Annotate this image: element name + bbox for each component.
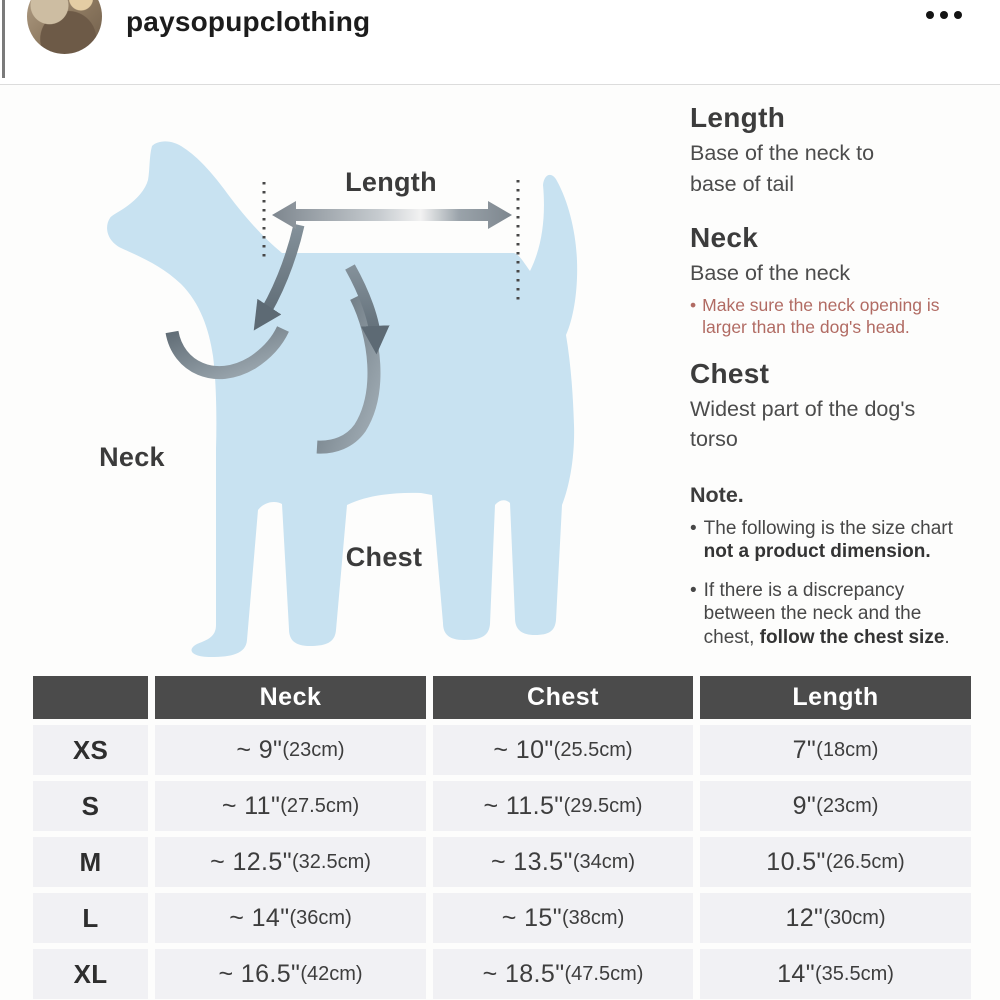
note-item (690, 517, 992, 564)
col-header-chest: Chest (433, 676, 693, 719)
username[interactable]: paysopupclothing (126, 6, 371, 37)
note-item (690, 579, 992, 650)
measurement-guide (690, 101, 992, 649)
more-options-icon[interactable] (926, 11, 966, 21)
size-chart-table (33, 676, 971, 999)
row-s-length: 9" (23cm) (700, 781, 971, 831)
neck-warning (690, 294, 958, 338)
col-header-neck: Neck (155, 676, 426, 719)
guide-chest-title: Chest (690, 357, 770, 389)
row-l-neck: ~ 14" (36cm) (155, 893, 426, 943)
note-item-text: The following is the size chart (703, 517, 953, 539)
row-xs-neck: ~ 9" (23cm) (155, 725, 426, 775)
neck-warning-text: Make sure the neck opening is larger than the dog's head. (702, 294, 940, 337)
diagram-neck-label: Neck (99, 442, 165, 472)
diagram-length-label: Length (345, 167, 437, 197)
left-edge-artifact (2, 0, 5, 78)
post-image (0, 85, 1000, 1000)
row-xl-size: XL (33, 949, 148, 999)
bullet: • (690, 579, 697, 601)
note-item-text: If there is a discrepancy between the neck and the chest, (703, 579, 922, 648)
col-header-size (33, 676, 148, 719)
guide-section-length (690, 101, 992, 199)
bullet: • (690, 517, 697, 539)
guide-note (690, 482, 992, 650)
avatar[interactable] (27, 0, 102, 54)
guide-length-desc: Base of the neck to base of tail (690, 141, 875, 196)
post-header (0, 0, 1000, 84)
note-item-bold: not a product dimension. (703, 541, 931, 562)
row-xl-length: 14" (35.5cm) (700, 949, 971, 999)
row-s-size: S (33, 781, 148, 831)
col-header-length: Length (700, 676, 971, 719)
guide-neck-desc: Base of the neck (690, 261, 851, 285)
guide-section-neck (690, 221, 992, 338)
guide-length-title: Length (690, 102, 786, 133)
diagram-chest-label: Chest (345, 542, 423, 572)
row-m-chest: ~ 13.5" (34cm) (433, 837, 693, 887)
bullet: • (690, 294, 697, 315)
row-xl-chest: ~ 18.5" (47.5cm) (433, 949, 693, 999)
row-m-size: M (33, 837, 148, 887)
row-s-chest: ~ 11.5" (29.5cm) (433, 781, 693, 831)
row-xs-chest: ~ 10" (25.5cm) (433, 725, 693, 775)
note-title: Note. (690, 482, 744, 507)
row-l-length: 12" (30cm) (700, 893, 971, 943)
guide-section-chest (690, 357, 992, 455)
row-l-size: L (33, 893, 148, 943)
row-m-length: 10.5" (26.5cm) (700, 837, 971, 887)
length-arrow (272, 201, 512, 229)
row-xs-length: 7" (18cm) (700, 725, 971, 775)
row-m-neck: ~ 12.5" (32.5cm) (155, 837, 426, 887)
row-s-neck: ~ 11" (27.5cm) (155, 781, 426, 831)
guide-neck-title: Neck (690, 222, 759, 253)
note-item-bold: follow the chest size (759, 626, 945, 648)
row-xl-neck: ~ 16.5" (42cm) (155, 949, 426, 999)
row-l-chest: ~ 15" (38cm) (433, 893, 693, 943)
guide-chest-desc: Widest part of the dog's torso (690, 396, 916, 451)
row-xs-size: XS (33, 725, 148, 775)
note-item-tail: . (944, 626, 950, 648)
